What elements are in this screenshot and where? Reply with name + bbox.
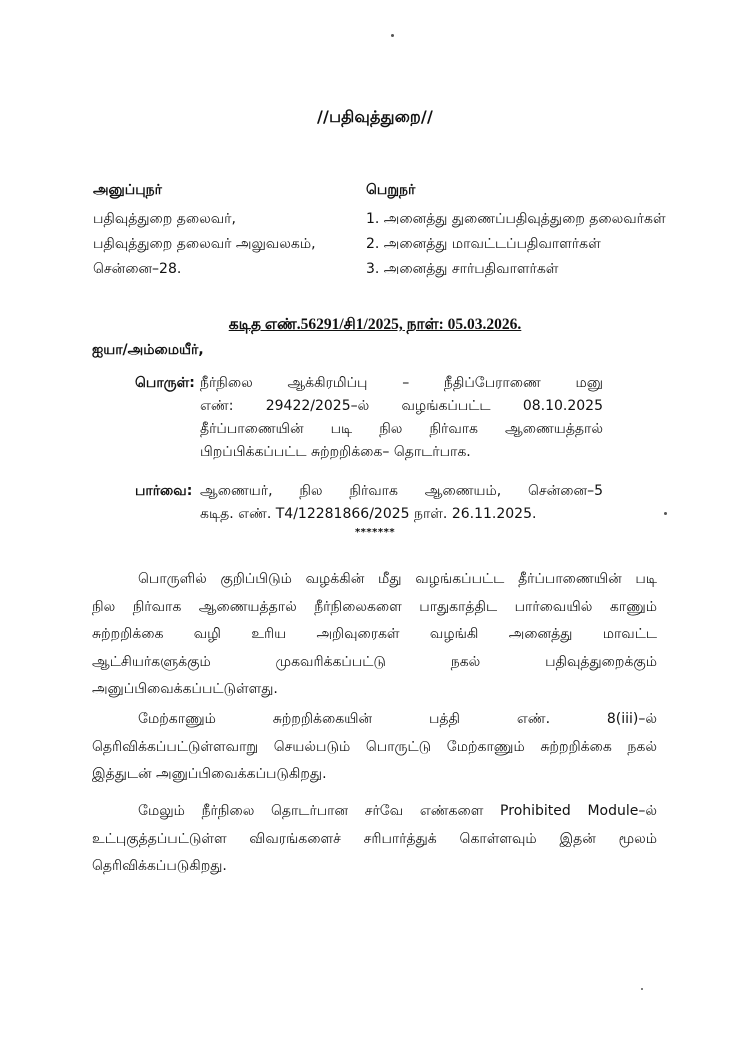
subject-label: பொருள்: [135,375,195,391]
subject-line: பிறப்பிக்கப்பட்ட சுற்றறிக்கை– தொடர்பாக. [200,444,471,460]
paragraph-line: மேற்காணும் சுற்றறிக்கையின் பத்தி எண். 8(iii)–ல் [138,711,657,727]
paragraph-line: பொருளில் குறிப்பிடும் வழக்கின் மீது வழங்கப்பட்ட தீர்ப்பாணையின் படி [138,571,657,587]
paragraph-line: உட்புகுத்தப்பட்டுள்ள விவரங்களைச் சரிபார்த்துக் கொள்ளவும் இதன் மூலம் [92,830,657,847]
scan-speck [391,34,394,37]
reference-line: கடித. எண். T4/12281866/2025 நாள். 26.11.2025. [200,506,537,522]
salutation: ஐயா/அம்மையீர், [92,342,204,358]
paragraph-line: மேலும் நீர்நிலை தொடர்பான சர்வே எண்களை Prohibited Module–ல் [138,803,657,819]
paragraph-line: நில நிர்வாக ஆணையத்தால் நீர்நிலைகளை பாதுகாத்திட பார்வையில் காணும் [92,598,657,615]
paragraph-line: தெரிவிக்கப்பட்டுள்ளவாறு செயல்படும் பொருட்டு மேற்காணும் சுற்றறிக்கை நகல் [92,738,657,755]
subject-block [135,372,605,464]
recipient-item: 2. அனைத்து மாவட்டப்பதிவாளர்கள் [366,236,601,252]
scan-speck [664,512,667,515]
recipient-item: 3. அனைத்து சார்பதிவாளர்கள் [366,261,559,277]
sender-line: பதிவுத்துறை தலைவர், [93,211,236,227]
recipient-block [366,178,736,282]
sender-line: சென்னை–28. [93,261,182,277]
subject-text [200,372,603,464]
reference-block [135,480,605,526]
paragraph-line: தெரிவிக்கப்படுகிறது. [92,858,227,874]
subject-line: நீர்நிலை ஆக்கிரமிப்பு – நீதிப்பேராணை மனு [200,375,603,391]
paragraph-line: இத்துடன் அனுப்பிவைக்கப்படுகிறது. [92,766,327,782]
body-paragraph-2 [92,706,657,789]
subject-line: தீர்ப்பாணையின் படி நில நிர்வாக ஆணையத்தால் [200,421,603,437]
paragraph-line: ஆட்சியர்களுக்கும் முகவரிக்கப்பட்டு நகல் பதிவுத்துறைக்கும் [92,653,657,670]
body-paragraph-1 [92,566,657,704]
sender-heading: அனுப்புநர் [93,182,162,198]
sender-block [93,178,363,282]
separator-stars: ******* [354,527,396,538]
reference-label: பார்வை: [135,483,193,499]
paragraph-line: அனுப்பிவைக்கப்பட்டுள்ளது. [92,681,278,697]
letter-number-date: கடித எண்.56291/சி1/2025, நாள்: 05.03.2026. [228,316,522,333]
sender-line: பதிவுத்துறை தலைவர் அலுவலகம், [93,236,316,252]
reference-text [200,480,603,526]
body-paragraph-3 [92,798,657,881]
scan-speck [641,988,643,990]
subject-line: எண்: 29422/2025–ல் வழங்கப்பட்ட 08.10.2025 [200,398,603,414]
department-header: //பதிவுத்துறை// [316,107,434,126]
recipient-item: 1. அனைத்து துணைப்பதிவுத்துறை தலைவர்கள் [366,211,666,227]
reference-line: ஆணையர், நில நிர்வாக ஆணையம், சென்னை–5 [200,483,603,499]
paragraph-line: சுற்றறிக்கை வழி உரிய அறிவுரைகள் வழங்கி அனைத்து மாவட்ட [92,626,657,642]
recipient-heading: பெறுநர் [366,182,416,198]
